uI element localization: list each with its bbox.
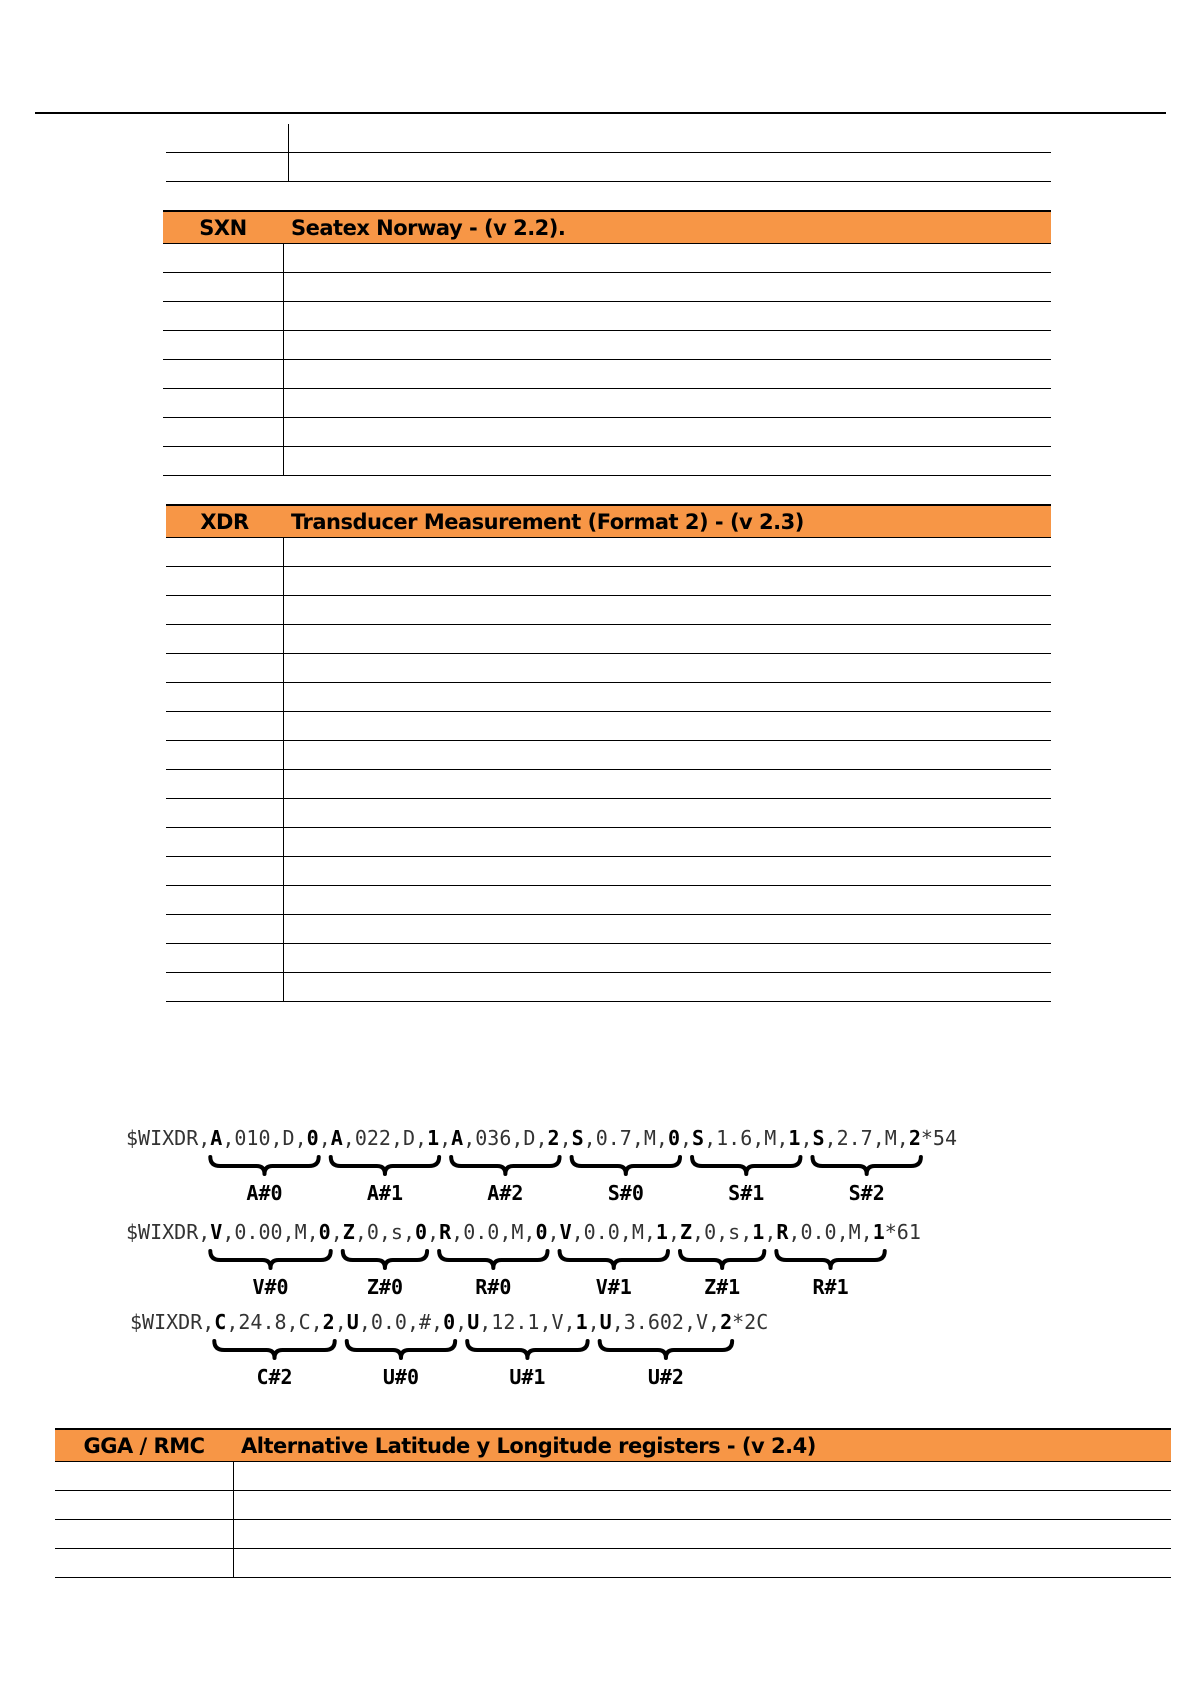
table-cell	[283, 799, 1051, 828]
table-cell	[166, 538, 283, 567]
table-cell	[166, 973, 283, 1002]
sentence-segment: ,	[334, 1310, 347, 1334]
table-header-row	[55, 1429, 1171, 1462]
table-cell	[233, 1520, 1171, 1549]
sentence-segment: 0	[443, 1310, 456, 1334]
table-row	[166, 857, 1051, 886]
group-label: U#1	[509, 1365, 546, 1389]
table-cell	[163, 360, 283, 389]
table-cell	[283, 828, 1051, 857]
sentence-segment: ,	[318, 1126, 331, 1150]
table-row	[166, 538, 1051, 567]
sentence-segment: 0	[667, 1126, 680, 1150]
table-cell	[55, 1462, 233, 1491]
table-cell	[166, 799, 283, 828]
sentence-segment: 0	[415, 1220, 428, 1244]
table-cell	[283, 331, 1051, 360]
sxn-register-table	[163, 210, 1051, 476]
table-cell	[283, 596, 1051, 625]
table-cell	[283, 389, 1051, 418]
table-header-row	[163, 211, 1051, 244]
register-code: GGA / RMC	[55, 1429, 233, 1462]
table-row	[166, 567, 1051, 596]
sentence-segment: Z	[680, 1220, 693, 1244]
table-cell	[283, 360, 1051, 389]
sentence-segment: $WIXDR,	[126, 1126, 211, 1150]
register-code: XDR	[166, 505, 283, 538]
sentence-segment: 2	[908, 1126, 921, 1150]
register-title: Transducer Measurement (Format 2) - (v 2.3)	[283, 505, 1051, 538]
xdr-sentence-example	[0, 1115, 1192, 1395]
sentence-segment: ,0,s,	[354, 1220, 416, 1244]
group-label: Z#1	[704, 1275, 741, 1299]
sentence-segment: 2	[322, 1310, 335, 1334]
table-row	[163, 273, 1051, 302]
table-cell	[283, 944, 1051, 973]
gga-rmc-register-table	[55, 1428, 1171, 1578]
curly-brace-icon	[560, 1251, 668, 1268]
table-cell	[166, 886, 283, 915]
sentence-segment: ,	[330, 1220, 343, 1244]
sentence-segment: U	[346, 1310, 359, 1334]
table-row	[166, 625, 1051, 654]
table-cell	[283, 683, 1051, 712]
sentence-segment: ,022,D,	[342, 1126, 428, 1150]
group-label: A#1	[366, 1181, 403, 1205]
example-line	[126, 1220, 921, 1299]
table-cell	[283, 770, 1051, 799]
sentence-segment: V	[210, 1220, 223, 1244]
sentence-segment: ,0.0,#,	[358, 1310, 444, 1334]
table-cell	[166, 567, 283, 596]
table-header-row	[166, 505, 1051, 538]
sentence-segment: *2C	[732, 1310, 769, 1334]
example-line	[130, 1310, 768, 1389]
table-cell	[289, 124, 1052, 153]
table-cell	[289, 153, 1052, 182]
curly-brace-icon	[812, 1157, 920, 1174]
register-title: Seatex Norway - (v 2.2).	[283, 211, 1051, 244]
table-row	[166, 683, 1051, 712]
table-row	[166, 124, 1051, 153]
curly-brace-icon	[467, 1341, 587, 1358]
sentence-segment: S	[571, 1126, 584, 1150]
sentence-segment: Z	[342, 1220, 355, 1244]
sentence-segment: ,2.7,M,	[824, 1126, 909, 1150]
sentence-segment: 1	[655, 1220, 668, 1244]
table-cell	[283, 654, 1051, 683]
table-row	[163, 389, 1051, 418]
group-label: R#1	[812, 1275, 849, 1299]
curly-brace-icon	[210, 1251, 330, 1268]
group-label: R#0	[475, 1275, 512, 1299]
table-row	[163, 447, 1051, 476]
table-cell	[55, 1491, 233, 1520]
sentence-segment: A	[330, 1126, 343, 1150]
table-cell	[55, 1520, 233, 1549]
table-cell	[283, 625, 1051, 654]
sentence-segment: ,	[587, 1310, 600, 1334]
table-cell	[166, 124, 289, 153]
sentence-segment: 1	[427, 1126, 440, 1150]
sentence-segment: ,036,D,	[463, 1126, 548, 1150]
table-row	[166, 915, 1051, 944]
table-row	[163, 360, 1051, 389]
sentence-segment: ,0.7,M,	[583, 1126, 668, 1150]
table-cell	[283, 273, 1051, 302]
nmea-sentence	[126, 1220, 921, 1244]
table-cell	[166, 596, 283, 625]
table-cell	[163, 302, 283, 331]
sentence-segment: ,24.8,C,	[226, 1310, 323, 1334]
page-top-rule	[35, 112, 1166, 114]
sentence-segment: ,1.6,M,	[704, 1126, 789, 1150]
sentence-segment: *54	[920, 1126, 957, 1150]
curly-brace-icon	[600, 1341, 732, 1358]
sentence-segment: 2	[720, 1310, 733, 1334]
table-row	[55, 1520, 1171, 1549]
table-cell	[283, 712, 1051, 741]
table-cell	[163, 273, 283, 302]
sentence-segment: 1	[788, 1126, 801, 1150]
table-row	[55, 1491, 1171, 1520]
table-row	[166, 828, 1051, 857]
sentence-segment: ,	[800, 1126, 813, 1150]
sentence-segment: ,	[439, 1126, 452, 1150]
table-row	[166, 153, 1051, 182]
sentence-segment: ,3.602,V,	[611, 1310, 721, 1334]
curly-brace-icon	[331, 1157, 439, 1174]
sentence-segment: ,	[680, 1126, 693, 1150]
curly-brace-icon	[451, 1157, 559, 1174]
table-cell	[283, 567, 1051, 596]
sentence-segment: S	[812, 1126, 825, 1150]
table-cell	[283, 886, 1051, 915]
sentence-segment: 1	[752, 1220, 765, 1244]
sentence-segment: 0	[535, 1220, 548, 1244]
table-row	[163, 418, 1051, 447]
table-body	[55, 1429, 1171, 1578]
sentence-segment: ,	[455, 1310, 468, 1334]
group-label: C#2	[256, 1365, 293, 1389]
example-line	[126, 1126, 957, 1205]
table-cell	[233, 1491, 1171, 1520]
sentence-segment: A	[451, 1126, 464, 1150]
table-cell	[166, 915, 283, 944]
table-cell	[283, 741, 1051, 770]
table-row	[166, 973, 1051, 1002]
table-row	[166, 770, 1051, 799]
sentence-segment: A	[210, 1126, 223, 1150]
curly-brace-icon	[343, 1251, 427, 1268]
table-cell	[163, 447, 283, 476]
group-label: S#0	[607, 1181, 644, 1205]
table-cell	[283, 244, 1051, 273]
sentence-segment: C	[214, 1310, 227, 1334]
sentence-segment: 2	[547, 1126, 560, 1150]
table-cell	[283, 447, 1051, 476]
table-cell	[283, 973, 1051, 1002]
group-label: V#1	[595, 1275, 632, 1299]
table-body	[163, 211, 1051, 476]
table-cell	[166, 741, 283, 770]
register-code: SXN	[163, 211, 283, 244]
table-cell	[166, 712, 283, 741]
nmea-sentence	[130, 1310, 768, 1334]
curly-brace-icon	[680, 1251, 764, 1268]
sentence-segment: V	[559, 1220, 572, 1244]
table-cell	[233, 1462, 1171, 1491]
curly-brace-icon	[214, 1341, 334, 1358]
group-label: A#2	[487, 1181, 524, 1205]
group-label: V#0	[252, 1275, 289, 1299]
table-cell	[166, 153, 289, 182]
curly-brace-icon	[692, 1157, 800, 1174]
group-label: Z#0	[366, 1275, 403, 1299]
curly-brace-icon	[210, 1157, 318, 1174]
sentence-segment: ,	[427, 1220, 440, 1244]
sentence-segment: 0	[306, 1126, 319, 1150]
sentence-segment: U	[599, 1310, 612, 1334]
sentence-segment: ,	[559, 1126, 572, 1150]
table-row	[166, 596, 1051, 625]
sentence-segment: $WIXDR,	[126, 1220, 211, 1244]
group-label: U#2	[647, 1365, 684, 1389]
table-cell	[283, 302, 1051, 331]
table-cell	[166, 828, 283, 857]
sentence-segment: ,0.0,M,	[788, 1220, 873, 1244]
group-label: S#1	[728, 1181, 765, 1205]
table-row	[166, 799, 1051, 828]
table-cell	[163, 389, 283, 418]
table-cell	[283, 538, 1051, 567]
sentence-segment: ,	[667, 1220, 680, 1244]
sentence-segment: R	[776, 1220, 789, 1244]
curly-brace-icon	[439, 1251, 547, 1268]
sentence-segment: $WIXDR,	[130, 1310, 215, 1334]
sentence-segment: S	[692, 1126, 705, 1150]
table-cell	[233, 1549, 1171, 1578]
table-row	[163, 331, 1051, 360]
table-cell	[55, 1549, 233, 1578]
table-cell	[166, 770, 283, 799]
table-cell	[166, 944, 283, 973]
curly-brace-icon	[776, 1251, 884, 1268]
sentence-segment: ,	[547, 1220, 560, 1244]
table-body	[166, 124, 1051, 182]
table-cell	[163, 331, 283, 360]
group-label: U#0	[382, 1365, 420, 1389]
sentence-segment: *61	[884, 1220, 921, 1244]
sentence-segment: ,010,D,	[222, 1126, 307, 1150]
sentence-segment: ,0.0,M,	[451, 1220, 536, 1244]
table-cell	[166, 654, 283, 683]
sentence-segment: ,12.1,V,	[479, 1310, 576, 1334]
table-cell	[166, 683, 283, 712]
sentence-segment: R	[439, 1220, 452, 1244]
sentence-segment: ,0.00,M,	[222, 1220, 319, 1244]
sentence-segment: ,0.0,M,	[571, 1220, 656, 1244]
sentence-segment: ,	[764, 1220, 777, 1244]
register-title: Alternative Latitude y Longitude registers - (v 2.4)	[233, 1429, 1171, 1462]
table-cell	[163, 244, 283, 273]
nmea-sentence	[126, 1126, 957, 1150]
table-row	[166, 654, 1051, 683]
table-row	[166, 944, 1051, 973]
group-label: S#2	[848, 1181, 885, 1205]
table-row	[163, 244, 1051, 273]
group-label: A#0	[246, 1181, 283, 1205]
table-cell	[283, 857, 1051, 886]
sentence-segment: 1	[575, 1310, 588, 1334]
curly-brace-icon	[572, 1157, 680, 1174]
table-body	[166, 505, 1051, 1002]
table-row	[166, 741, 1051, 770]
table-row	[166, 886, 1051, 915]
table-cell	[163, 418, 283, 447]
table-cell	[283, 915, 1051, 944]
table-row	[55, 1549, 1171, 1578]
table-row	[166, 712, 1051, 741]
sentence-segment: 0	[318, 1220, 331, 1244]
table-cell	[166, 625, 283, 654]
sentence-segment: ,0,s,	[692, 1220, 753, 1244]
continuation-table	[166, 124, 1051, 182]
sentence-segment: U	[467, 1310, 480, 1334]
table-row	[163, 302, 1051, 331]
table-row	[55, 1462, 1171, 1491]
sentence-segment: 1	[872, 1220, 885, 1244]
xdr-register-table	[166, 504, 1051, 1002]
table-cell	[166, 857, 283, 886]
curly-brace-icon	[347, 1341, 455, 1358]
table-cell	[283, 418, 1051, 447]
